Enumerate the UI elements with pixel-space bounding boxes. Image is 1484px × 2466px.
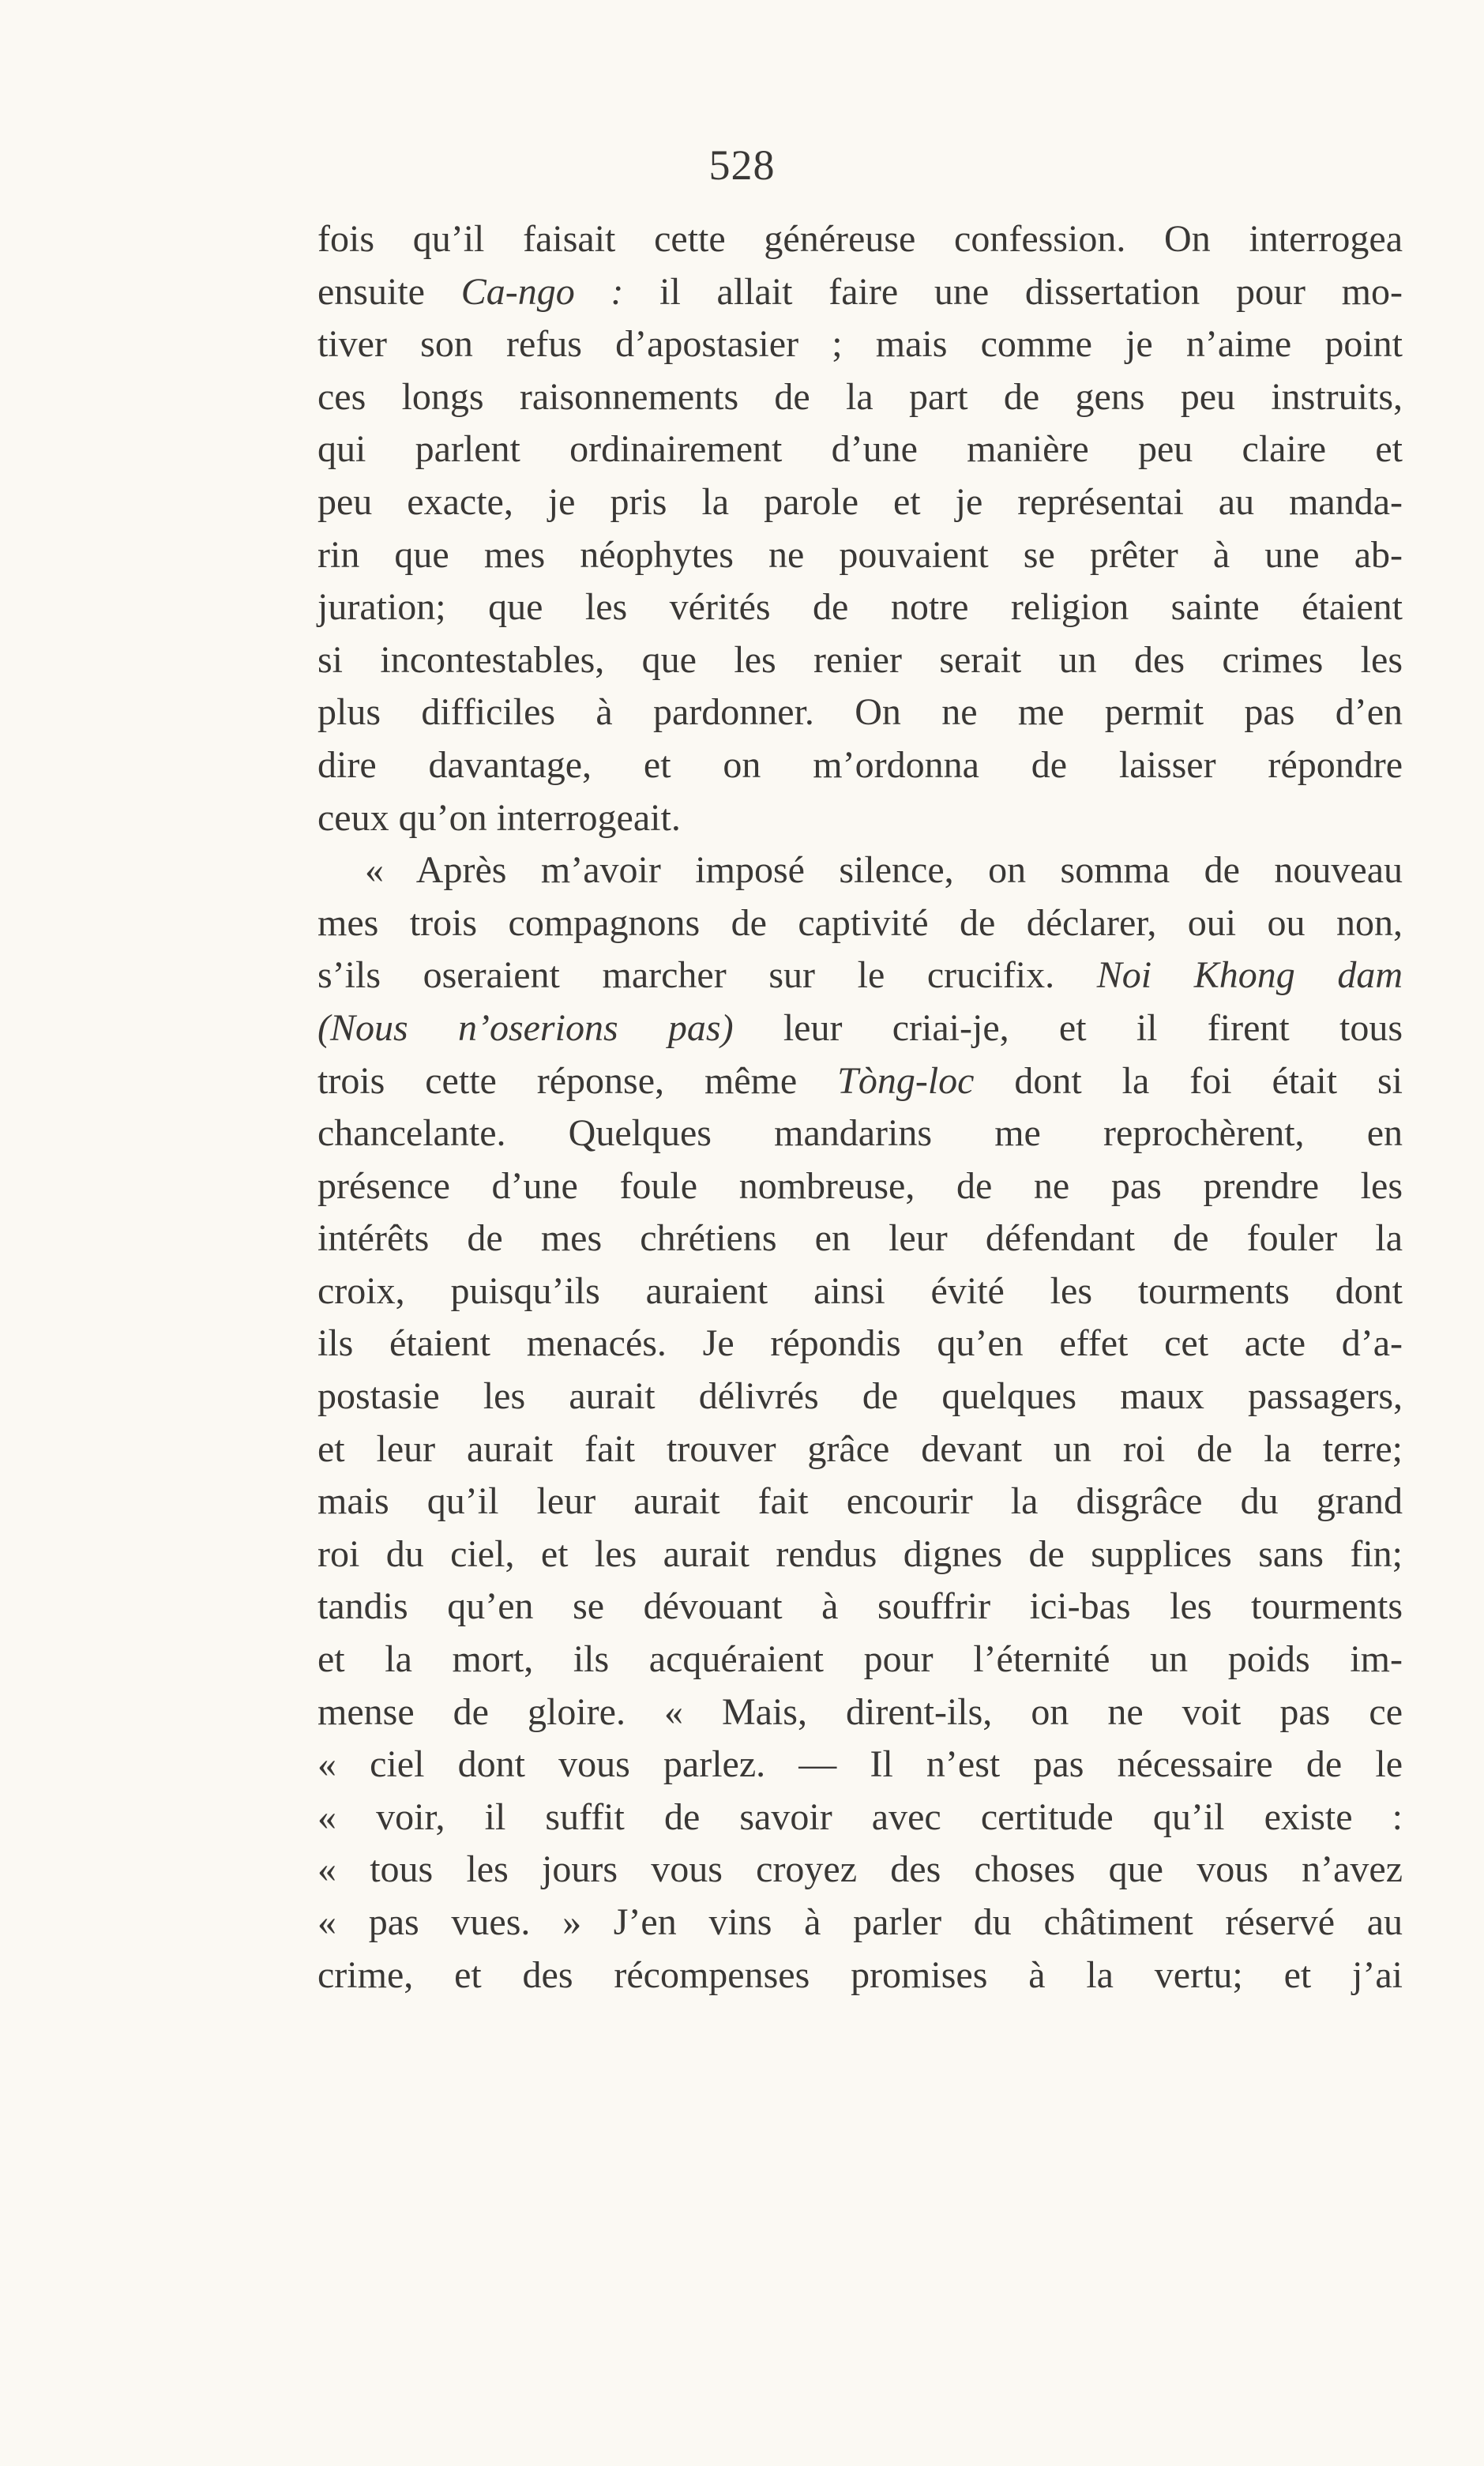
- text-line: tandis qu’en se dévouant à souffrir ici-bas les tourments: [317, 1585, 1403, 1628]
- text-line: « Après m’avoir imposé silence, on somma de nouveau: [365, 849, 1403, 892]
- text-line: présence d’une foule nombreuse, de ne pas prendre les: [317, 1164, 1403, 1207]
- text-line: ces longs raisonnements de la part de gens peu instruits,: [317, 375, 1403, 418]
- italic-name: Tòng-loc: [837, 1059, 975, 1102]
- text-line: plus difficiles à pardonner. On ne me permit pas d’en: [317, 691, 1403, 734]
- text-line: mense de gloire. « Mais, dirent-ils, on ne voit pas ce: [317, 1690, 1403, 1733]
- text-line: « voir, il suffit de savoir avec certitude qu’il existe :: [317, 1795, 1403, 1838]
- text-line: chancelante. Quelques mandarins me reprochèrent, en: [317, 1112, 1403, 1155]
- text-line: et leur aurait fait trouver grâce devant un roi de la terre;: [317, 1427, 1403, 1470]
- page-number: 528: [708, 141, 776, 189]
- text-line: « tous les jours vous croyez des choses que vous n’avez: [317, 1848, 1403, 1891]
- text-line: ensuite Ca-ngo : il allait faire une dissertation pour mo-: [317, 270, 1403, 313]
- italic-name: Ca-ngo :: [460, 270, 624, 313]
- body-text: [317, 213, 1403, 2002]
- text-line: mais qu’il leur aurait fait encourir la disgrâce du grand: [317, 1480, 1403, 1523]
- text-line: si incontestables, que les renier serait un des crimes les: [317, 638, 1403, 681]
- text-line: tiver son refus d’apostasier ; mais comme je n’aime point: [317, 323, 1403, 366]
- text-line: s’ils oseraient marcher sur le crucifix. Noi Khong dam: [317, 954, 1403, 997]
- text-line: trois cette réponse, même Tòng-loc dont la foi était si: [317, 1059, 1403, 1102]
- text-line: fois qu’il faisait cette généreuse confession. On interrogea: [317, 218, 1403, 260]
- text-line: crime, et des récompenses promises à la vertu; et j’ai: [317, 1953, 1403, 1996]
- text-line: ceux qu’on interrogeait.: [317, 796, 681, 839]
- text-line: rin que mes néophytes ne pouvaient se prêter à une ab-: [317, 533, 1403, 576]
- text-line: « pas vues. » J’en vins à parler du châtiment réservé au: [317, 1901, 1403, 1943]
- text-line: mes trois compagnons de captivité de déclarer, oui ou non,: [317, 901, 1403, 944]
- text-line: « ciel dont vous parlez. — Il n’est pas nécessaire de le: [317, 1743, 1403, 1786]
- italic-phrase: (Nous n’oserions pas): [317, 1006, 734, 1049]
- text-line: peu exacte, je pris la parole et je représentai au manda-: [317, 480, 1403, 523]
- text-line: juration; que les vérités de notre religion sainte étaient: [317, 586, 1403, 629]
- text-line: qui parlent ordinairement d’une manière peu claire et: [317, 428, 1403, 471]
- text-line: (Nous n’oserions pas) leur criai-je, et il firent tous: [317, 1006, 1403, 1049]
- text-line: croix, puisqu’ils auraient ainsi évité les tourments dont: [317, 1269, 1403, 1312]
- text-line: roi du ciel, et les aurait rendus dignes de supplices sans fin;: [317, 1532, 1403, 1575]
- text-line: ils étaient menacés. Je répondis qu’en effet cet acte d’a-: [317, 1322, 1403, 1365]
- text-line: intérêts de mes chrétiens en leur défendant de fouler la: [317, 1217, 1403, 1260]
- text-line: et la mort, ils acquéraient pour l’éternité un poids im-: [317, 1638, 1403, 1681]
- italic-phrase: Noi Khong dam: [1096, 954, 1403, 997]
- text-line: postasie les aurait délivrés de quelques maux passagers,: [317, 1375, 1403, 1418]
- text-line: dire davantage, et on m’ordonna de laisser répondre: [317, 743, 1403, 786]
